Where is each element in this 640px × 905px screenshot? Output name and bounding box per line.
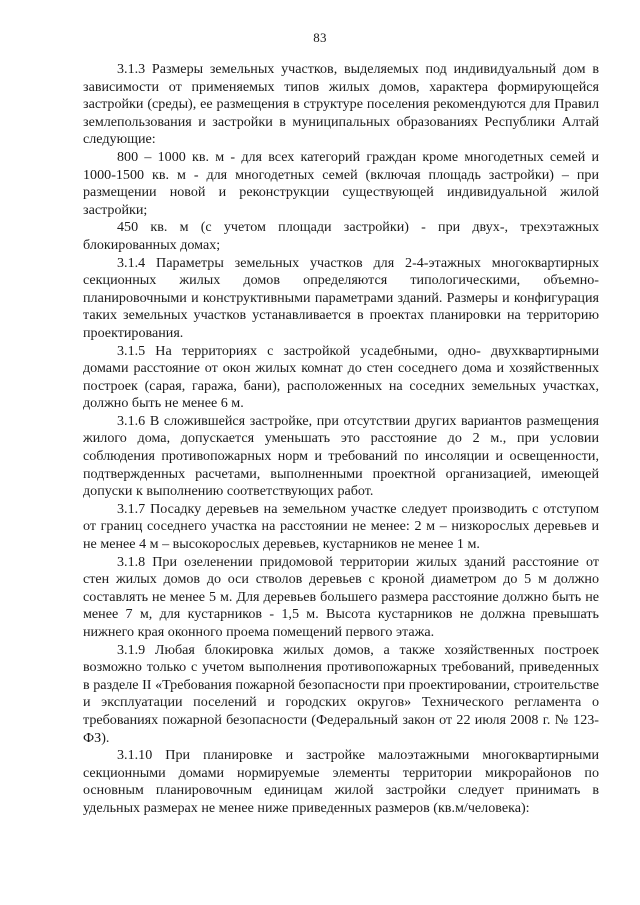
paragraph-plot-size-800-1000: 800 – 1000 кв. м - для всех категорий граждан кроме многодетных семей и 1000-1500 кв. м - для многодетных семей (включая площадь застройки) – при размещении новой и реконструкции существующей индивидуальной жилой застройки; bbox=[83, 148, 599, 218]
paragraph-plot-size-450: 450 кв. м (с учетом площади застройки) - при двух-, трехэтажных блокированных домах; bbox=[83, 219, 599, 253]
paragraph-3-1-6: 3.1.6 В сложившейся застройке, при отсутствии других вариантов размещения жилого дома, допускается уменьшать это расстояние до 2 м., при условии соблюдения противопожарных норм и требований по инсоляции и освещенности, подтвержденных расчетами, выполненными проектной организацией, имеющей допуски к выполнению соответствующих работ. bbox=[83, 412, 599, 500]
paragraph-3-1-9: 3.1.9 Любая блокировка жилых домов, а также хозяйственных построек возможно только с учетом выполнения противопожарных требований, приведенных в разделе II «Требования пожарной безопасности при проектировании, строительстве и эксплуатации поселений и городских округов» Технического регламента о требованиях пожарной безопасности (Федеральный закон от 22 июля 2008 г. № 123-ФЗ). bbox=[83, 641, 599, 746]
page-number: 83 bbox=[313, 30, 327, 45]
paragraph-3-1-8: 3.1.8 При озеленении придомовой территории жилых зданий расстояние от стен жилых домов до оси стволов деревьев с кроной диаметром до 5 м должно составлять не менее 5 м. Для деревьев большего размера расстояние должно быть не менее 7 м, для кустарников - 1,5 м. Высота кустарников не должна превышать нижнего края оконного проема помещений первого этажа. bbox=[83, 553, 599, 640]
paragraph-3-1-5: 3.1.5 На территориях с застройкой усадебными, одно- двухквартирными домами расстояние от окон жилых комнат до стен соседнего дома и хозяйственных построек (сарая, гаража, бани), расположенных на соседних земельных участках, должно быть не менее 6 м. bbox=[83, 342, 599, 412]
paragraph-3-1-3: 3.1.3 Размеры земельных участков, выделяемых под индивидуальный дом в зависимости от применяемых типов жилых домов, характера формирующейся застройки (среды), ее размещения в структуре поселения рекомендуются для Правил землепользования и застройки в муниципальных образованиях Республики Алтай следующие: bbox=[83, 61, 599, 148]
paragraph-3-1-10: 3.1.10 При планировке и застройке малоэтажными многоквартирными секционными домами нормируемые элементы территории микрорайонов по основным планировочным единицам жилой застройки следует принимать в удельных размерах не менее ниже приведенных размеров (кв.м/человека): bbox=[83, 747, 599, 816]
paragraph-3-1-4: 3.1.4 Параметры земельных участков для 2-4-этажных многоквартирных секционных жилых домов определяются типологическими, объемно-планировочными и конструктивными параметрами зданий. Размеры и конфигурация таких земельных участков устанавливается в проектах планировки на территорию проектирования. bbox=[83, 254, 599, 341]
paragraph-3-1-7: 3.1.7 Посадку деревьев на земельном участке следует производить с отступом от границ соседнего участка на расстоянии не менее: 2 м – низкорослых деревьев и не менее 4 м – высокорослых деревьев, кустарников не менее 1 м. bbox=[83, 500, 599, 553]
document-body bbox=[83, 61, 599, 818]
